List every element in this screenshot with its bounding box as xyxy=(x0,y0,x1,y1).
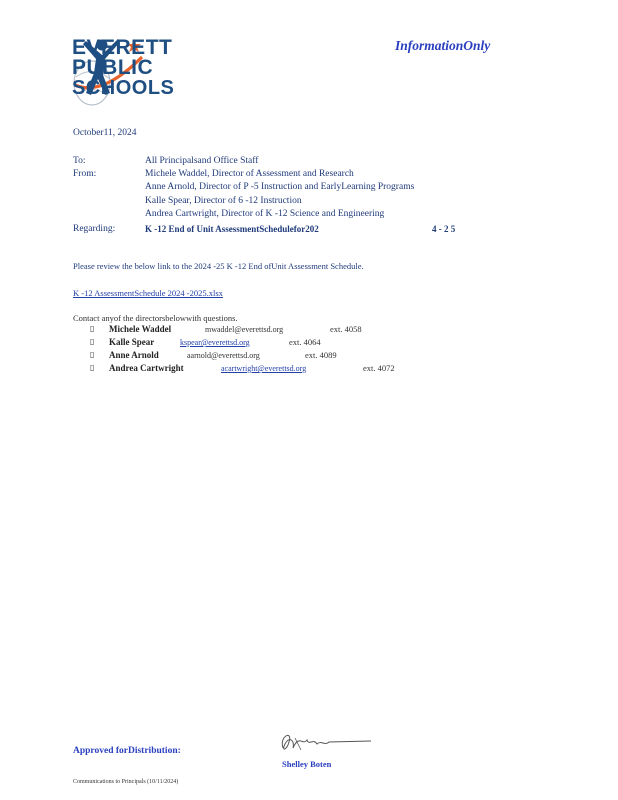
contact-name: Kalle Spear xyxy=(109,337,155,347)
from-line: Kalle Spear, Director of 6 -12 Instruction xyxy=(145,196,302,206)
contact-email[interactable]: mwaddel@everettsd.org xyxy=(205,325,284,334)
contact-email[interactable]: aarnold@everettsd.org xyxy=(187,351,260,360)
review-paragraph: Please review the below link to the 2024 -25 K -12 End ofUnit Assessment Schedule. xyxy=(73,261,364,271)
contact-paragraph: Contact anyof the directorsbelowwith questions. xyxy=(73,313,238,323)
from-line: Anne Arnold, Director of P -5 Instruction and EarlyLearning Programs xyxy=(145,182,415,192)
contact-ext: ext. 4072 xyxy=(363,363,395,373)
bullet-icon: ▯ xyxy=(90,363,95,372)
contact-ext: ext. 4058 xyxy=(330,324,362,334)
logo-line-1: EVERETT xyxy=(72,36,173,59)
to-label: To: xyxy=(73,156,86,166)
contact-ext: ext. 4064 xyxy=(289,337,321,347)
regarding-suffix: 4 - 2 5 xyxy=(432,224,456,234)
contact-name: Anne Arnold xyxy=(109,350,159,360)
to-value: All Principalsand Office Staff xyxy=(145,156,259,166)
signature-image xyxy=(275,728,375,756)
contact-name: Michele Waddel xyxy=(109,324,172,334)
bullet-icon: ▯ xyxy=(90,337,95,346)
schedule-link[interactable]: K -12 AssessmentSchedule 2024 -2025.xlsx xyxy=(73,288,223,298)
regarding-label: Regarding: xyxy=(73,224,116,234)
contact-email[interactable]: acartwright@everettsd.org xyxy=(221,364,307,373)
bullet-icon: ▯ xyxy=(90,350,95,359)
memo-date: October11, 2024 xyxy=(73,128,137,138)
from-line: Michele Waddel, Director of Assessment and Research xyxy=(145,169,354,179)
contact-ext: ext. 4089 xyxy=(305,350,337,360)
regarding-value: K -12 End of Unit AssessmentSchedulefor202 xyxy=(145,224,319,234)
logo-line-3: SCHOOLS xyxy=(72,77,175,99)
footer-note: Communications to Principals (10/11/2024) xyxy=(73,779,179,785)
from-label: From: xyxy=(73,169,97,179)
information-only-label: InformationOnly xyxy=(395,38,491,53)
contact-email[interactable]: kspear@everettsd.org xyxy=(180,338,250,347)
bullet-icon: ▯ xyxy=(90,324,95,333)
from-line: Andrea Cartwright, Director of K -12 Science and Engineering xyxy=(145,209,385,219)
logo-line-2: PUBLIC xyxy=(72,56,154,79)
signer-name: Shelley Boten xyxy=(282,759,332,769)
contact-name: Andrea Cartwright xyxy=(109,363,184,373)
approved-for-distribution: Approved forDistribution: xyxy=(73,746,181,756)
